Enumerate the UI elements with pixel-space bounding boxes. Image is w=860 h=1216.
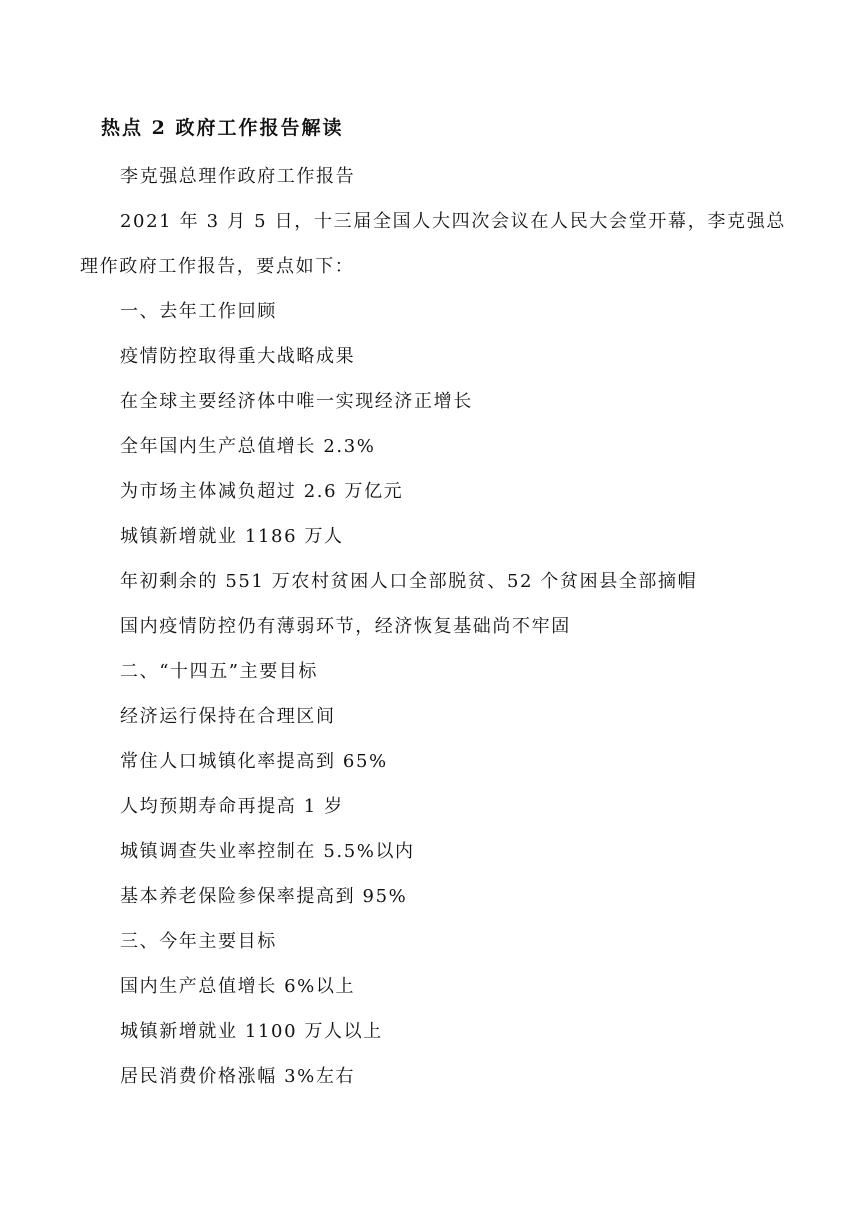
list-item: 城镇新增就业 1100 万人以上 — [120, 1021, 383, 1042]
section-title-goals: 二、“十四五”主要目标 — [120, 661, 319, 682]
list-item: 城镇调查失业率控制在 5.5%以内 — [120, 841, 415, 862]
section-title-review: 一、去年工作回顾 — [120, 301, 277, 322]
paragraph-report-title: 李克强总理作政府工作报告 — [120, 166, 356, 187]
list-item: 城镇新增就业 1186 万人 — [120, 526, 344, 547]
list-item: 年初剩余的 551 万农村贫困人口全部脱贫、52 个贫困县全部摘帽 — [120, 571, 698, 592]
list-item: 居民消费价格涨幅 3%左右 — [120, 1066, 356, 1087]
list-item: 国内生产总值增长 6%以上 — [120, 976, 356, 997]
section-title-this-year: 三、今年主要目标 — [120, 931, 277, 952]
list-item: 在全球主要经济体中唯一实现经济正增长 — [120, 391, 473, 412]
list-item: 人均预期寿命再提高 1 岁 — [120, 796, 344, 817]
paragraph-intro: 2021 年 3 月 5 日，十三届全国人大四次会议在人民大会堂开幕，李克强总理作政府工作报告，要点如下： — [80, 211, 786, 277]
list-item: 基本养老保险参保率提高到 95% — [120, 886, 408, 907]
list-item: 经济运行保持在合理区间 — [120, 706, 336, 727]
list-item: 疫情防控取得重大战略成果 — [120, 346, 356, 367]
list-item: 国内疫情防控仍有薄弱环节，经济恢复基础尚不牢固 — [120, 616, 571, 637]
section-heading: 热点 2 政府工作报告解读 — [101, 117, 344, 139]
list-item: 全年国内生产总值增长 2.3% — [120, 436, 376, 457]
list-item: 常住人口城镇化率提高到 65% — [120, 751, 388, 772]
report-body — [80, 154, 786, 1099]
list-item: 为市场主体减负超过 2.6 万亿元 — [120, 481, 404, 502]
